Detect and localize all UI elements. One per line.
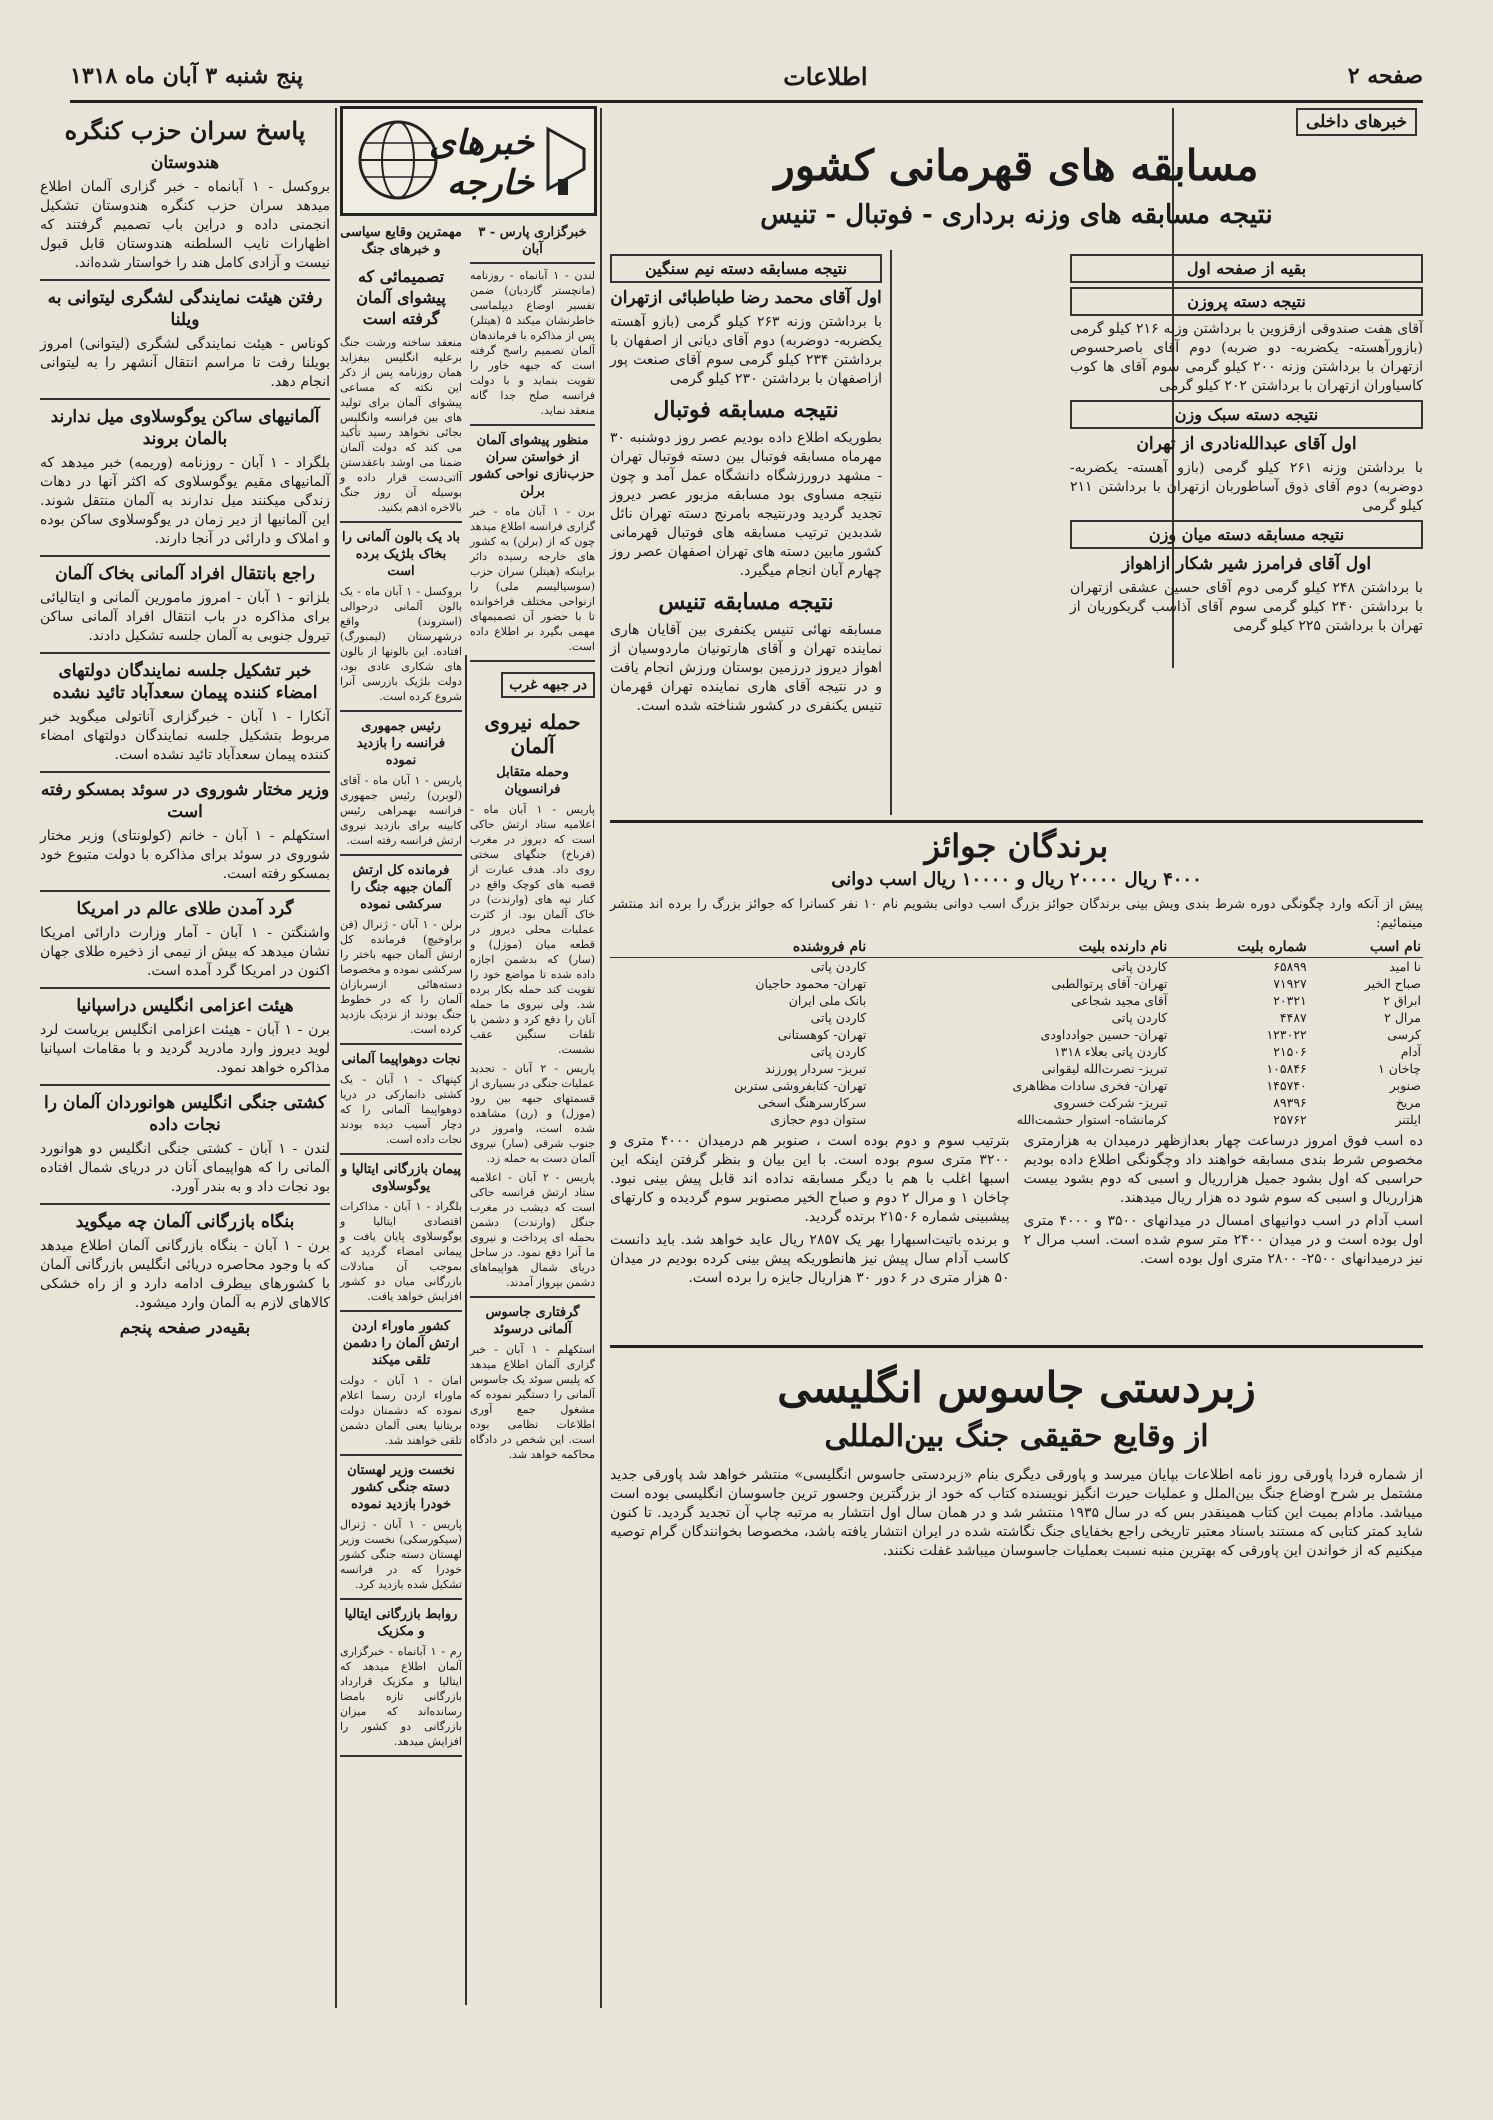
table-row xyxy=(610,1026,1423,1043)
plane-rescue-title: نجات دوهواپیما آلمانی xyxy=(341,1052,461,1067)
seller: تهران- محمود حاجیان xyxy=(755,976,867,991)
table-row xyxy=(610,1060,1423,1077)
table-row xyxy=(610,1043,1423,1060)
football-title: نتیجه مسابقه فوتبال xyxy=(653,397,839,423)
moscow-title: وزیر مختار شوروی در سوئد بمسکو رفته است xyxy=(40,780,330,822)
table-row xyxy=(610,1111,1423,1128)
horse-name: صنوبر xyxy=(1389,1078,1421,1093)
sports-results-column xyxy=(610,250,882,810)
ticket-number: ۱۴۵۷۴۰ xyxy=(1266,1078,1307,1093)
ship-title: کشتی جنگی انگلیس هوانوردان آلمان را نجات داده xyxy=(44,1093,326,1135)
spy-serial-text: از شماره فردا پاورقی روز نامه اطلاعات بپایان میرسد و پاورقی دیگری بنام «زبردستی جاسوس انگلیسی» منتشر خواهد شد پاورقی جدید مشتمل بر شرح اوضاع جنگ بین‌الملل و عملیات حیرت انگیز نویسنده کتاب که خود از بزرگترین وجسور ترین جاسوسان انگلیسی بوده است میباشد. مادام بمیت این کتاب همینقدر بس که در سال ۱۹۳۵ منتشر شد و در همان سال اول انتشار به مرتبه چاپ آن تجدید گردید. تا کنون شاید کمتر کتابی که مستند باسناد معتبر تاریخی راجع بخفایای جنگ نگاشته شده در ایران انتشار یافته باشد، مخصوصا بخوانندگان گرام توصیه میکنیم که از خواندن این پاورقی که بهترین منبه نسبت بعملیات جاسوسان میباشد غفلت نکنند. xyxy=(610,1467,1423,1559)
jordan-text: امان - ۱ آبان - دولت ماوراء اردن رسما اعلام نموده که دشمنان دولت بریتانیا یعنی آلمان دشمن تلقی خواهند شد. xyxy=(340,1374,462,1447)
lottery-text-columns xyxy=(610,1132,1423,1292)
ticket-number: ۸۹۳۹۶ xyxy=(1273,1095,1307,1110)
column-rule xyxy=(890,250,892,815)
column-header: نام فروشنده xyxy=(610,937,868,958)
flyweight-text: آقای هفت صندوقی ازقزوین با برداشتن وزنه ۲۱۶ کیلو گرمی (بازورآهسته- یکضربه- دو ضربه) دوم آقای باصرحسوص ازتهران با برداشتن وزنه ۲۰۰ کیلو گرمی سوم آقای ها کوب کاسیاوران ازتهران با برداشتن ۲۰۲ کیلو گرمی xyxy=(1070,321,1424,394)
balloon-text: بروکسل - ۱ آبان ماه - یک بالون آلمانی درحوالی (استروند) واقع درشهرستان (لیمبورگ) افتاده. این بالونها از بالون های شکاری عادی بود، دولت بلژیک بازرسی آنرا شروع کرده است. xyxy=(340,585,462,703)
commander-title: فرمانده کل ارتش آلمان جبهه جنگ را سرکشی نموده xyxy=(350,863,452,912)
page-number: صفحه ۲ xyxy=(1347,63,1423,89)
foreign-news-column xyxy=(429,108,596,2120)
seller: کاردن پاتی xyxy=(810,1044,867,1059)
horse-name: صباح الخیر xyxy=(1364,976,1421,991)
seller: کاردن پاتی xyxy=(810,1010,867,1025)
moscow-text: استکهلم - ۱ آبان - خانم (کولونتای) وزیر مختار شوروی در سوئد برای مذاکره با دولت متبوع خود بمسکو رفته است. xyxy=(40,828,330,882)
ticket-holder: تهران- حسین جوادداودی xyxy=(1040,1027,1168,1042)
championship-headline: مسابقه های قهرمانی کشور xyxy=(774,141,1259,190)
heavyweight-title: نتیجه مسابقه دسته نیم سنگین xyxy=(610,254,882,283)
divider xyxy=(340,1598,462,1600)
ticket-holder: کاردن پاتی بعلاء ۱۳۱۸ xyxy=(1053,1044,1168,1059)
trade-office-title: بنگاه بازرگانی آلمان چه میگوید xyxy=(75,1212,295,1232)
saadabad-title: خبر تشکیل جلسه نمایندگان دولتهای امضاء کننده پیمان سعدآباد تائید نشده xyxy=(52,661,318,703)
ticket-number: ۱۲۳۰۲۲ xyxy=(1266,1027,1307,1042)
domestic-headline-block xyxy=(610,108,1423,268)
ticket-holder: تبریز- نصرت‌الله لیقوانی xyxy=(1041,1061,1168,1076)
ticket-holder: کاردن پاتی xyxy=(1111,959,1168,974)
flyweight-title: نتیجه دسته پروزن xyxy=(1070,287,1423,316)
attack-title: حمله نیروی آلمان xyxy=(484,710,581,758)
agency-line: خبرگزاری پارس - ۳ آبان xyxy=(478,225,587,257)
horse-name: ابراق ۲ xyxy=(1383,993,1421,1008)
attack-text-3: پاریس - ۲ آبان - اعلامیه ستاد ارتش فرانسه حاکی است که دیشب در مغرب جنگل (وارندت) دشمن بحمله ای پرداخت و نیروی ما آنرا دفع نمود. در ساحل دریای شمال هواپیماهای دشمن بپرواز آمدند. xyxy=(470,1171,595,1289)
attack-text-2: پاریس - ۲ آبان - تجدید عملیات جنگی در بسیاری از قسمتهای جبهه بین رود (موزل) و (رن) مشاهده شده است، وامروز در جنوب شرقی (سار) نیروی آلمان دست به حمله زد. xyxy=(470,1062,595,1165)
left-news-column xyxy=(40,108,330,2008)
ticket-holder: آقای مجید شجاعی xyxy=(1071,993,1168,1008)
seller: ستوان دوم حجازی xyxy=(770,1112,867,1127)
plane-rescue-text: کپنهاک - ۱ آبان - یک کشتی دانمارکی در دریا دوهواپیما آلمانی را که دچار آسیب دیده بودند نجات داده است. xyxy=(340,1073,462,1146)
lottery-text-left: بترتیب سوم و دوم بوده است ، صنوبر هم درمیدان ۴۰۰۰ متری و ۳۲۰۰ متری سوم بوده است. با این بیان و بنظر گرفتن اینکه این اسبها اغلب با هم با دیگر مسابقه نداده اند قابل پیش بینی نبود. چاخان ۱ و مرال ۲ دوم و صباح الخیر مصنوبر سوم گردیده و کارتهای پیشبینی شماره ۲۱۵۰۶ برنده گردید. xyxy=(610,1133,1010,1225)
trade-office-text: برن - ۱ آبان - بنگاه بازرگانی آلمان اطلاع میدهد که با وجود محاصره دریائی انگلیس بازرگانی آلمان با کشورهای بیطرف ادامه دارد و از راه خشکی کالاهای لازم به آلمان وارد میشود. xyxy=(40,1238,330,1311)
continued-label: بقیه از صفحه اول xyxy=(1070,254,1423,283)
divider xyxy=(340,1153,462,1155)
trade-pact-title: پیمان بازرگانی ایتالیا و یوگوسلاوی xyxy=(340,1162,462,1194)
attack-text: پاریس - ۱ آبان ماه - اعلامیه ستاد ارتش حاکی است که دیروز در مغرب (فرباخ) جنگهای سختی روی داد. هدف عبارت از قصبه های کوچک واقع در کنار تپه های (وارندت) در خاک آلمان بود. از کثرت عملیات محلی دیروز در قطعه میان (موزل) و (سار) که بدشمن اجازه داده شده تا مواضع خود را تقویت کند حمله بکار برده شد. ولی نیروی ما حمله آنان را دفع کرد و دشمن با تلفات سنگین عقب نشست. xyxy=(470,803,595,1056)
italy-mexico-title: روابط بازرگانی ایتالیا و مکزیک xyxy=(344,1607,458,1639)
paper-name: اطلاعات xyxy=(783,61,868,91)
column-header: شماره بلیت xyxy=(1169,937,1308,958)
germans-text: بلگراد - ۱ آبان - روزنامه (وریمه) خبر میدهد که آلمانیهای مقیم یوگوسلاوی که اکثر آنها در دهات زندگی میکنند میل ندارند به آلمان منتقل شوند. این آلمانیها از دیر زمان در یوگوسلاوی ساکن بوده و املاک و دارائی در آنجا دارند. xyxy=(40,455,330,547)
seller: سرکارسرهنگ اسخی xyxy=(757,1095,867,1110)
continued-on-page-five: بقیه‌در صفحه پنجم xyxy=(119,1318,251,1338)
seller: کاردن پاتی xyxy=(810,959,867,974)
table-row xyxy=(610,992,1423,1009)
football-text: بطوریکه اطلاع داده بودیم عصر روز دوشنبه ۳۰ مهرماه مسابقه فوتبال بین دسته فوتبال تهران - مشهد درورزشگاه دانشگاه عمل آمد و چون نتیجه مساوی بود مسابقه مزبور عصر دیروز تجدید گردید ودرنتیجه بامرنج دسته تهران نائل شدبدین ترتیب مسابقه های فوتبال قهرمانی کشور مابین دسته های تهران اصفهان عصر روز چهارم آبان انجام میگیرد. xyxy=(610,430,882,579)
horse-name: کرسی xyxy=(1387,1027,1421,1042)
divider xyxy=(340,1043,462,1045)
ticket-holder: تبریز- شرکت خسروی xyxy=(1053,1095,1168,1110)
divider xyxy=(340,521,462,523)
middleweight-text: با برداشتن ۲۴۸ کیلو گرمی دوم آقای حسین عشقی ازتهران با برداشتن ۲۴۰ کیلو گرمی سوم آقای آذاسب گریکوریان از تهران با برداشتن ۲۲۵ کیلو گرمی xyxy=(1070,580,1424,634)
lottery-title: برندگان جوائز xyxy=(924,827,1109,865)
lithuania-text: کوناس - هیئت نمایندگی لشگری (لیتوانی) امروز بویلنا رفت تا مراسم انتقال آنشهر را به لیتوانی انجام دهد. xyxy=(40,336,330,390)
ticket-number: ۶۵۸۹۹ xyxy=(1273,959,1307,974)
transfer-title: راجع بانتقال افراد آلمانی بخاک آلمان xyxy=(55,564,315,584)
french-president-text: پاریس - ۱ آبان ماه - آقای (لوبرن) رئیس جمهوری فرانسه بهمراهی رئیس کابینه برای بازدید نیروی ارتش فرانسه رفته است. xyxy=(340,774,462,847)
table-row xyxy=(610,1094,1423,1111)
lottery-col-right xyxy=(1024,1132,1424,1292)
column-rule xyxy=(465,655,467,2005)
horse-name: مریخ xyxy=(1395,1095,1421,1110)
winners-table xyxy=(610,937,1423,1128)
column-header: نام دارنده بلیت xyxy=(868,937,1169,958)
spy-arrest-title: گرفتاری جاسوس آلمانی درسوئد xyxy=(485,1305,580,1337)
horse-name: ایلتنر xyxy=(1395,1112,1421,1127)
ticket-holder: کاردن پاتی xyxy=(1111,1010,1168,1025)
ship-text: لندن - ۱ آبان - کشتی جنگی انگلیس دو هوانورد آلمانی را که هواپیمای آنان در دریای شمال افتاده بود نجات داد و به بندر آورد. xyxy=(40,1141,330,1195)
spain-text: برن - ۱ آبان - هیئت اعزامی انگلیس بریاست لرد لوید دیروز وارد مادرید گردید و با مقامات اسپانیا مذاکره خواهد نمود. xyxy=(40,1022,330,1076)
ticket-number: ۴۴۸۷ xyxy=(1279,1010,1307,1025)
column-rule xyxy=(335,108,337,2008)
saadabad-text: آنکارا - ۱ آبان - خبرگزاری آناتولی میگوید خبر مربوط بتشکیل جلسه نمایندگان دولتهای امضاء کننده پیمان سعدآباد تائید نشده است. xyxy=(40,709,330,763)
polish-pm-text: پاریس - ۱ آبان - ژنرال (سیکورسکی) نخست وزیر لهستان دسته جنگی کشور خودرا که در فرانسه تشکیل شده بازدید کرد. xyxy=(340,1518,462,1591)
ticket-number: ۲۰۳۲۱ xyxy=(1273,993,1307,1008)
west-front-label: در جبهه غرب xyxy=(501,672,595,698)
foreign-news-left-subcolumn xyxy=(340,220,462,2000)
spy-serial-title: زبردستی جاسوس انگلیسی xyxy=(777,1363,1256,1412)
lottery-col-left xyxy=(610,1132,1010,1292)
foreign-news-banner xyxy=(340,106,597,216)
horse-name: نا امید xyxy=(1389,959,1421,974)
divider xyxy=(340,710,462,712)
lightweight-title: نتیجه دسته سبک وزن xyxy=(1070,400,1423,429)
foreign-headline: تصمیمائی که پیشوای آلمان گرفته است xyxy=(356,267,446,328)
heavyweight-winner: اول آقای محمد رضا طباطبائی ازتهران xyxy=(610,288,882,308)
divider xyxy=(340,1454,462,1456)
divider xyxy=(340,1310,462,1312)
table-row xyxy=(610,975,1423,992)
tennis-text: مسابقه نهائی تنیس یکنفری بین آقایان هاری نماینده تهران و آقای هارتونیان ماردوسیان از اهواز دیروز درزمین بوستان ورزش انجام یافت و در نتیجه آقای هاری نماینده تهران قهرمان تنیس یکنفری در کشور شناخته شده است. xyxy=(610,622,882,714)
lottery-text-right: ده اسب فوق امروز درساعت چهار بعدازظهر درمیدان به هزارمتری مخصوص شرط بندی مسابقه خواهند داد وچگونگی اطلاع داده بودیم حراسبی که اول بشود جمیل هزارریال و اسبی که دوم بشود بیست هزارریال و اسبی که سوم شود ده هزار ریال میدهند. xyxy=(1023,1133,1423,1206)
masthead-bar xyxy=(70,52,1423,103)
ticket-number: ۲۵۷۶۲ xyxy=(1273,1112,1307,1127)
lottery-subtitle: ۴۰۰۰ ریال ۲۰۰۰۰ ریال و ۱۰۰۰۰ ریال اسب دوانی xyxy=(831,869,1202,890)
seller: بانک ملی ایران xyxy=(788,993,867,1008)
middleweight-winner: اول آقای فرامرز شیر شکار ازاهواز xyxy=(1121,554,1372,574)
table-row xyxy=(610,1009,1423,1026)
attack-lead: لندن - ۱ آبانماه - روزنامه (مانچستر گاردیان) ضمن تفسیر اوضاع دیپلماسی خاطرنشان میکند ۵ (هیتلر) پس از مذاکره با فرماندهان آلمان تصمیم راسخ گرفته است که جبهه خاور را تقویت بنماید و با دولت فرانسه صلح جدا گانه منعقد نماید. xyxy=(470,269,596,417)
lottery-text-bottom-right: اسب آدام در اسب دوانیهای امسال در میدانهای ۳۵۰۰ و ۴۰۰۰ متری اول بوده است و در میدان ۲۴۰۰ متر سوم شده است. اسب مرال ۲ نیز درمیدانهای ۲۵۰۰- ۲۸۰۰ متری اول بوده است. xyxy=(1023,1213,1424,1267)
seller: تهران- کوهستانی xyxy=(777,1027,867,1042)
lightweight-winner: اول آقای عبدالله‌نادری از تهران xyxy=(1136,434,1357,454)
foreign-topline: مهمترین وقایع سیاسی و خبرهای جنگ xyxy=(340,225,462,257)
weightlifting-column xyxy=(1070,250,1423,810)
spain-title: هیئت اعزامی انگلیس دراسپانیا xyxy=(76,996,294,1016)
ticket-number: ۱۰۵۸۴۶ xyxy=(1266,1061,1307,1076)
horse-name: آدام xyxy=(1400,1044,1421,1059)
foreign-news-banner-title: خبرهای خارجه xyxy=(429,123,534,203)
issue-date: پنج شنبه ۳ آبان ماه ۱۳۱۸ xyxy=(70,63,303,89)
germans-title: آلمانیهای ساکن یوگوسلاوی میل ندارند بالمان بروند xyxy=(50,407,320,449)
section-label: خبرهای داخلی xyxy=(1296,108,1417,136)
table-header-row xyxy=(610,937,1423,958)
gold-title: گرد آمدن طلای عالم در امریکا xyxy=(76,899,294,919)
lottery-text-bottom-left: و برنده باتیت‌اسبهارا بهر یک ۲۸۵۷ ریال عاید خواهد شد. باید دانست کاسب آدام سال پیش نیز هانطوریکه پیش بینی کرده بودیم در میدان ۵۰ هزار متری در ۶ دور ۳۰ هزاریال جایزه را برده است. xyxy=(610,1232,1010,1286)
trade-pact-text: بلگراد - ۱ آبان - مذاکرات اقتصادی ایتالیا و یوگوسلاوی پایان یافت و پیمانی امضاء گردید که بموجب آن مبادلات بازرگانی میان دو کشور افزایش خواهد یافت. xyxy=(340,1200,463,1303)
lottery-section xyxy=(610,820,1423,1343)
balloon-title: باد یک بالون آلمانی را بخاک بلژیک برده است xyxy=(342,530,460,579)
lightweight-text: با برداشتن وزنه ۲۶۱ کیلو گرمی (بازو آهسته- یکضربه- دوضربه) دوم آقای ذوق آساطوربان ازتهران با برداشتن ۲۱۱ کیلو گرمی xyxy=(1070,460,1423,514)
column-header: نام اسب xyxy=(1309,937,1423,958)
spy-serial-subtitle: از وقایع حقیقی جنگ بین‌المللی xyxy=(824,1419,1209,1454)
horse-name: چاخان ۱ xyxy=(1378,1061,1421,1076)
commander-text: برلن - ۱ آبان - ژنرال (فن براوخیچ) فرمانده کل ارتش آلمان جبهه باختر را سرکشی نموده و مخصوصا دسته‌هائی ازسربازان آلمان را که در خطوط جنگ بودند از نزدیک بازدید کرده است. xyxy=(340,918,462,1036)
spy-serial-section xyxy=(610,1345,1423,1988)
gramophone-icon xyxy=(544,119,588,199)
table-row xyxy=(610,1077,1423,1094)
attack-subtitle: وحمله متقابل فرانسویان xyxy=(496,765,569,797)
championship-subheadline: نتیجه مسابقه های وزنه برداری - فوتبال - تنیس xyxy=(760,200,1273,230)
heavyweight-text: با برداشتن وزنه ۲۶۳ کیلو گرمی (بازو آهسته یکضربه- دوضربه) دوم آقای دیانی از اصفهان با برداشتن ۲۳۴ کیلو گرمی سوم آقای صنعت پور ازاصفهان با برداشتن ۲۳۰ کیلو گرمی xyxy=(610,314,882,387)
aim-text: برن - ۱ آبان ماه - خبر گزاری فرانسه اطلاع میدهد چون که از (برلن) به کشور های خارجه رسیده دائر براینکه (هیتلر) سران حزب (سوسیالیسم ملی) را ازنواحی مختلف فراخوانده تا با حضور آن تصمیمهای مهمی بگیرد بر اطلاع داده است. xyxy=(470,505,595,653)
divider xyxy=(340,1755,462,1757)
tennis-title: نتیجه مسابقه تنیس xyxy=(658,589,834,615)
congress-text: بروکسل - ۱ آبانماه - خبر گزاری آلمان اطلاع میدهد سران حزب کنگره هندوستان تشکیل انجمنی داده و دراین باب تصمیم گرفتند که اظهارات نایب السلطنه هندوستان قابل قبول نیست و آزادی کامل هند را خواستار شده‌اند. xyxy=(40,179,330,271)
ticket-number: ۲۱۵۰۶ xyxy=(1273,1044,1307,1059)
ticket-holder: تهران- فخری سادات مظاهری xyxy=(1012,1078,1168,1093)
french-president-title: رئیس جمهوری فرانسه را بازدید نموده xyxy=(356,719,446,768)
seller: تبریز- سردار پورزند xyxy=(765,1061,867,1076)
spy-arrest-text: استکهلم - ۱ آبان - خبر گزاری آلمان اطلاع میدهد که پلیس سوئد یک جاسوس آلمانی را دستگیر نموده که مشغول جمع آوری اطلاعات نظامی بوده است. این شخص در دادگاه محاکمه خواهد شد. xyxy=(470,1343,595,1461)
horse-name: مرال ۲ xyxy=(1384,1010,1421,1025)
aim-title: منظور پیشوای آلمان از خواستن سران حزب‌نازی نواحی کشور برلن xyxy=(470,433,595,499)
lottery-intro: پیش از آنکه وارد چگونگی دوره شرط بندی ویش بینی برندگان جوائز بزرگ اسب دوانی بشویم نام ۱۰ نفر کسانرا که جوائز بزرگ را برده اند منتشر مینمائیم: xyxy=(610,897,1424,931)
jordan-title: کشور ماوراء اردن ارتش آلمان را دشمن تلقی میکند xyxy=(342,1319,460,1368)
congress-place: هندوستان xyxy=(150,153,220,173)
transfer-text: بلزانو - ۱ آبان - امروز مامورین آلمانی و ایتالیائی برای مذاکره در باب انتقال افراد آلمانی ساکن تیرول جنوبی به آلمان جلسه تشکیل دادند. xyxy=(40,590,330,644)
seller: تهران- کتابفروشی ستربن xyxy=(734,1078,867,1093)
table-row xyxy=(610,958,1423,976)
lithuania-title: رفتن هیئت نمایندگی لشگری لیتوانی به ویلنا xyxy=(47,288,323,330)
column-rule xyxy=(600,108,602,2008)
middleweight-title: نتیجه مسابقه دسته میان وزن xyxy=(1070,520,1423,549)
congress-headline: پاسخ سران حزب کنگره xyxy=(64,116,306,145)
foreign-lead-right: منعقد ساخته ورشت جنگ برعلیه انگلیس بیفزاید همان روزنامه پس از ذکر این نکته که مساعی پیشوای آلمان برای تولید های بین فرانسه وانگلیس بجائی نخواهد رسید تأکید می کند که دولت آلمان ضمنا می اوشد باعقدستن آاتی‌دست قرار داده و بوسیله آن روز جنگ بالاخره اذهم بکنید. xyxy=(340,336,462,514)
ticket-number: ۷۱۹۲۷ xyxy=(1273,976,1307,991)
gold-text: واشنگتن - ۱ آبان - آمار وزارت دارائی امریکا نشان میدهد که بیش از نیمی از ذخیره طلای جهان اکنون در امریکا گرد آمده است. xyxy=(40,925,330,979)
ticket-holder: کرمانشاه- استوار حشمت‌الله xyxy=(1016,1112,1168,1127)
polish-pm-title: نخست وزیر لهستان دسته جنگی کشور خودرا بازدید نموده xyxy=(347,1463,455,1512)
divider xyxy=(340,854,462,856)
ticket-holder: تهران- آقای پرتوالطبی xyxy=(1051,976,1168,991)
italy-mexico-text: رم - ۱ آبانماه - خبرگزاری آلمان اطلاع میدهد که ایتالیا و مکزیک قرارداد بازرگانی تازه بامضا رسانده‌اند که میزان بازرگانی دو کشور را افزایش میدهد. xyxy=(340,1645,462,1748)
